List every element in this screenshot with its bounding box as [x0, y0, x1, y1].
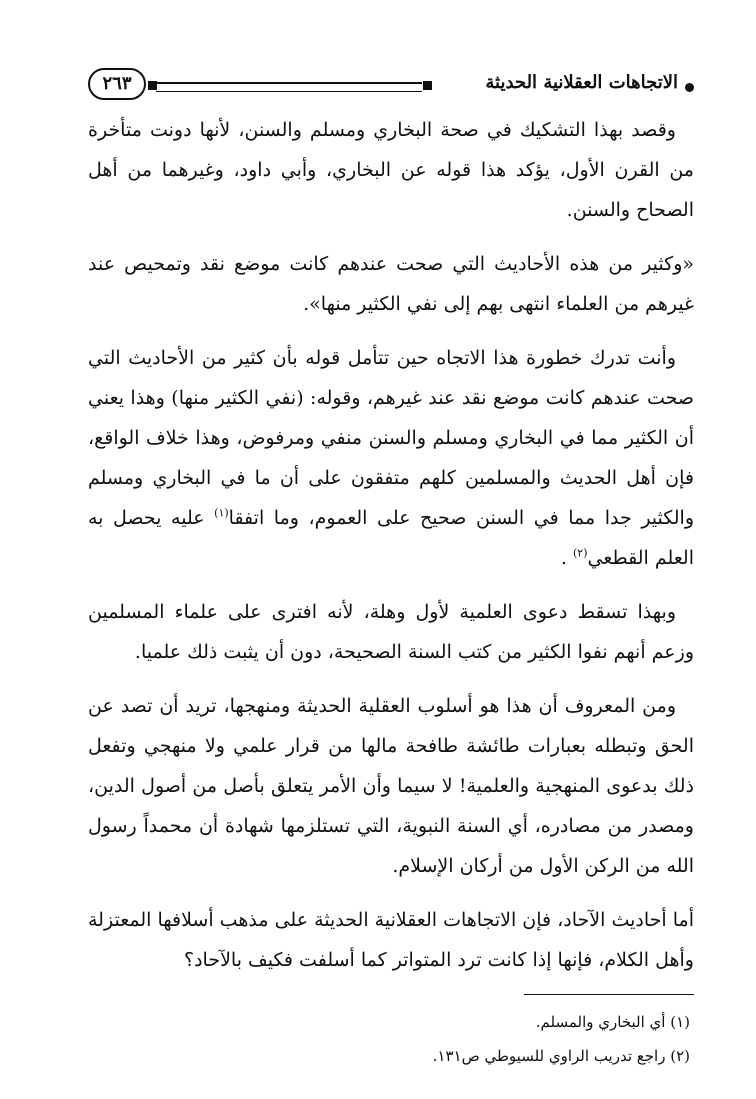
book-page	[88, 58, 694, 1065]
footnote-1: (١) أي البخاري والمسلم.	[535, 1013, 690, 1031]
paragraph: وقصد بهذا التشكيك في صحة البخاري ومسلم والسنن، لأنها دونت متأخرة من القرن الأول، يؤكد هذا قوله عن البخاري، وأبي داود، وغيرهما من أهل الصحاح والسنن.	[88, 119, 694, 221]
header-square-icon	[423, 81, 432, 90]
paragraph-text: .	[560, 547, 567, 569]
paragraph-text: وأنت تدرك خطورة هذا الاتجاه حين تتأمل قوله بأن كثير من الأحاديث التي صحت عندهم كانت موضع نقد عند غيرهم، وقوله: (نفي الكثير منها) وهذا يعني أن الكثير مما في البخاري ومسلم والسنن منفي ومرفوض، وهذا خلاف الواقع، فإن أهل الحديث والمسلمين كلهم متفقون على أن ما في البخاري ومسلم والكثير جدا مما في السنن صحيح على العموم، وما اتفقا	[88, 347, 694, 529]
paragraph: ومن المعروف أن هذا هو أسلوب العقلية الحديثة ومنهجها، تريد أن تصد عن الحق وتبطله بعبارات طائشة طافحة مالها من قرار علمي ولا منهجي وتفعل ذلك بدعوى المنهجية والعلمية! لا سيما وأن الأمر يتعلق بأصل من أصول الدين، ومصدر من مصادره، أي السنة النبوية، التي تستلزمها شهادة أن محمداً رسول الله من الركن الأول من أركان الإسلام.	[88, 695, 694, 877]
footnote-ref-1[interactable]: (١)	[214, 506, 229, 520]
footnote-ref-2[interactable]: (٢)	[573, 546, 588, 560]
running-title: الاتجاهات العقلانية الحديثة	[485, 72, 678, 93]
paragraph: أما أحاديث الآحاد، فإن الاتجاهات العقلانية الحديثة على مذهب أسلافها المعتزلة وأهل الكلام، فإنها إذا كانت ترد المتواتر كما أسلفت فكيف بالآحاد؟	[88, 909, 694, 971]
page-number: ٢٦٣	[88, 68, 146, 100]
header-rule	[156, 82, 422, 92]
footnotes	[88, 1005, 694, 1073]
running-header	[88, 58, 694, 110]
paragraph-text: عليه يحصل به العلم القطعي	[88, 507, 694, 569]
footnote-2: (٢) راجع تدريب الراوي للسيوطي ص١٣١.	[432, 1047, 690, 1065]
paragraph	[88, 338, 694, 578]
quoted-paragraph: «وكثير من هذه الأحاديث التي صحت عندهم كانت موضع نقد وتمحيص عند غيرهم من العلماء انتهى بهم إلى نفي الكثير منها».	[88, 253, 694, 315]
footnote-separator	[524, 994, 694, 995]
header-bullet-icon	[685, 83, 694, 92]
paragraph: وبهذا تسقط دعوى العلمية لأول وهلة، لأنه افترى على علماء المسلمين وزعم أنهم نفوا الكثير من كتب السنة الصحيحة، دون أن يثبت ذلك علميا.	[88, 601, 694, 663]
main-text	[88, 110, 694, 980]
header-square-icon	[148, 81, 157, 90]
